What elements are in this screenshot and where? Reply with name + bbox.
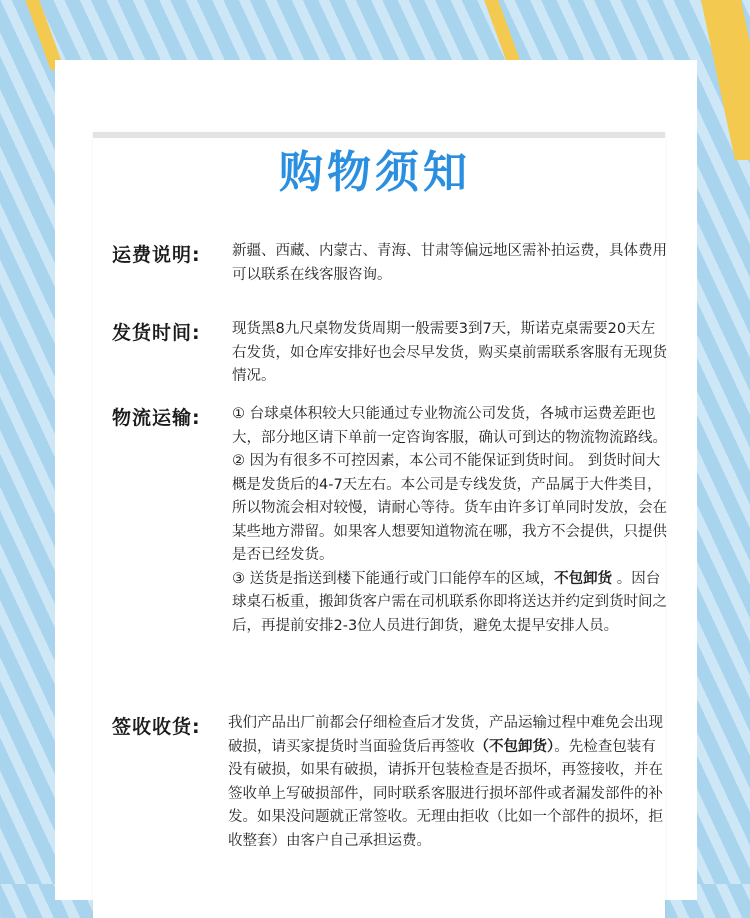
section-body	[232, 403, 667, 638]
section-body	[232, 318, 667, 389]
paragraph: ① 台球桌体积较大只能通过专业物流公司发货，各城市运费差距也大，部分地区请下单前一定咨询客服，确认可到达的物流物流路线。	[232, 406, 667, 446]
paragraph: 新疆、西藏、内蒙古、青海、甘肃等偏远地区需补拍运费，具体费用可以联系在线客服咨询。	[232, 243, 667, 283]
section-label: 签收收货:	[112, 716, 201, 738]
section-body	[232, 240, 667, 287]
paragraph	[232, 568, 667, 639]
no-unloading-note: 不包卸货	[554, 570, 613, 587]
section-body	[228, 712, 663, 853]
no-unloading-note: （不包卸货）	[474, 738, 555, 755]
section-label: 运费说明:	[112, 244, 201, 266]
text-span: 。先检查包装有没有破损，如果有破损，请拆开包装检查是否损坏，再签接收，并在签收单上写破损部件，同时联系客服进行损坏部件或者漏发部件的补发。如果没问题就正常签收。无理由拒收（比如一个部件的损坏，拒收整套）由客户自己承担运费。	[228, 738, 663, 849]
text-span: 。因台球桌石板重，搬卸货客户需在司机联系你即将送达并约定到货时间之后，再提前安排2-3位人员进行卸货，避免太提早安排人员。	[232, 570, 667, 634]
paragraph: ② 因为有很多不可控因素，本公司不能保证到货时间。 到货时间大概是发货后的4-7天左右。本公司是专线发货，产品属于大件类目，所以物流会相对较慢，请耐心等待。货车由许多订单同时发放，会在某些地方滞留。如果客人想要知道物流在哪，我方不会提供，只提供是否已经发货。	[232, 453, 667, 563]
page-title: 购物须知	[279, 147, 471, 198]
section-label: 物流运输:	[112, 407, 201, 429]
paragraph	[228, 712, 663, 853]
section-label: 发货时间:	[112, 322, 201, 344]
decorative-stripe	[484, 0, 520, 60]
text-span: ③ 送货是指送到楼下能通行或门口能停车的区域，	[232, 570, 555, 587]
text-span: 我们产品出厂前都会仔细检查后才发货，产品运输过程中难免会出现破损，请买家提货时当面验货后再签收	[228, 715, 663, 755]
paragraph: 现货黑8九尺桌物发货周期一般需要3到7天，斯诺克桌需要20天左右发货，如仓库安排好也会尽早发货，购买桌前需联系客服有无现货情况。	[232, 321, 667, 384]
